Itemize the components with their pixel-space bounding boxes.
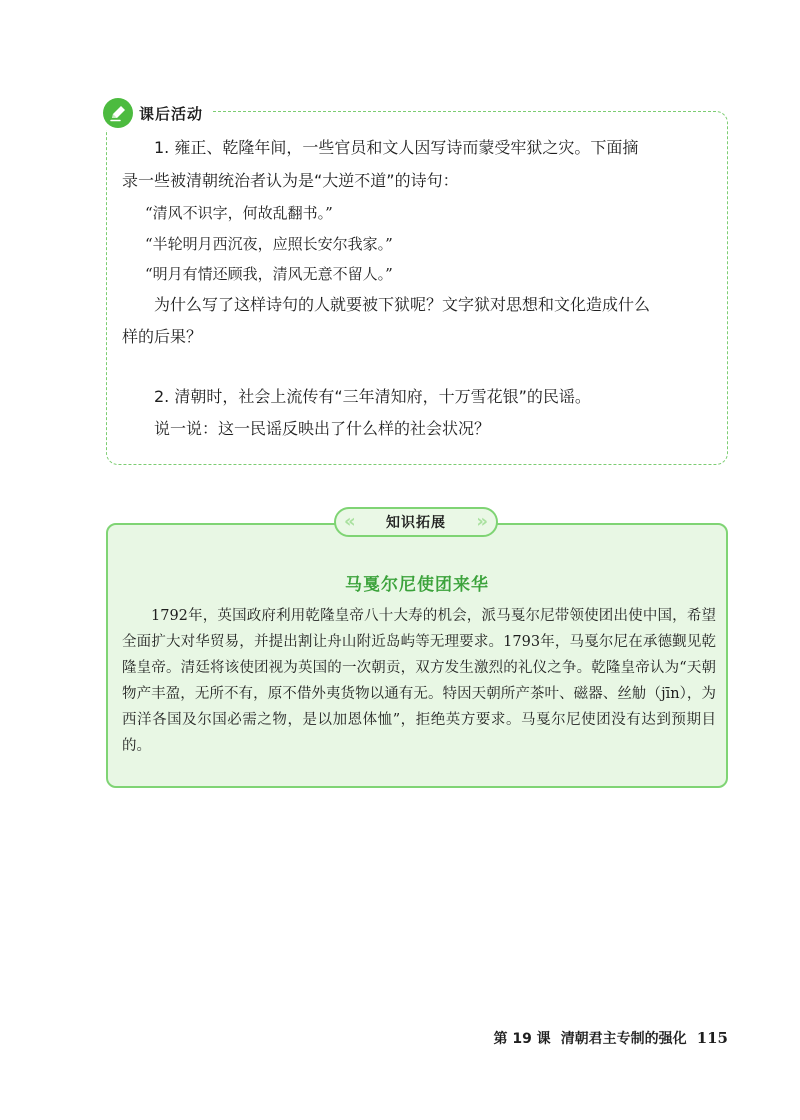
double-chevron-right-icon: » [476, 511, 488, 532]
q1-question-line1: 为什么写了这样诗句的人就要被下狱呢？文字狱对思想和文化造成什么 [154, 295, 651, 314]
footer-lesson: 第 19 课 [493, 1031, 551, 1047]
knowledge-paragraph: 1792年，英国政府利用乾隆皇帝八十大寿的机会，派马戛尔尼带领使团出使中国，希望全面扩大对华贸易，并提出割让舟山附近岛屿等无理要求。1793年，马戛尔尼在承德觐见乾隆皇帝。清廷将该使团视为英国的一次朝贡，双方发生激烈的礼仪之争。乾隆皇帝认为“天朝物产丰盈，无所不有，原不借外夷货物以通有无。特因天朝所产茶叶、磁器、丝觔（jīn），为西洋各国及尔国必需之物，是以加恩体恤”，拒绝英方要求。马戛尔尼使团没有达到预期目的。 [122, 608, 716, 754]
knowledge-tab-title: 知识拓展 [386, 515, 446, 531]
poem-line-2: “半轮明月西沉夜，应照长安尔我家。” [145, 235, 393, 253]
knowledge-heading: 马戛尔尼使团来华 [345, 575, 489, 595]
activity-box [106, 111, 728, 465]
page-footer [493, 1028, 728, 1048]
q2-line2: 说一说：这一民谣反映出了什么样的社会状况？ [154, 419, 491, 438]
poem-line-1: “清风不识字，何故乱翻书。” [145, 204, 333, 222]
q2-line1: 2. 清朝时，社会上流传有“三年清知府，十万雪花银”的民谣。 [154, 387, 591, 406]
footer-chapter-title: 清朝君主专制的强化 [560, 1031, 687, 1047]
q1-line2: 录一些被清朝统治者认为是“大逆不道”的诗句： [122, 171, 459, 190]
activity-title: 课后活动 [139, 104, 204, 123]
double-chevron-left-icon: « [344, 511, 356, 532]
page-number: 115 [696, 1029, 728, 1047]
activity-header [103, 96, 211, 130]
knowledge-tab [334, 507, 498, 537]
pencil-icon [103, 98, 133, 128]
poem-line-3: “明月有情还顾我，清风无意不留人。” [145, 265, 393, 283]
q1-question-line2: 样的后果？ [122, 327, 203, 346]
q1-line1: 1. 雍正、乾隆年间，一些官员和文人因写诗而蒙受牢狱之灾。下面摘 [154, 138, 639, 157]
